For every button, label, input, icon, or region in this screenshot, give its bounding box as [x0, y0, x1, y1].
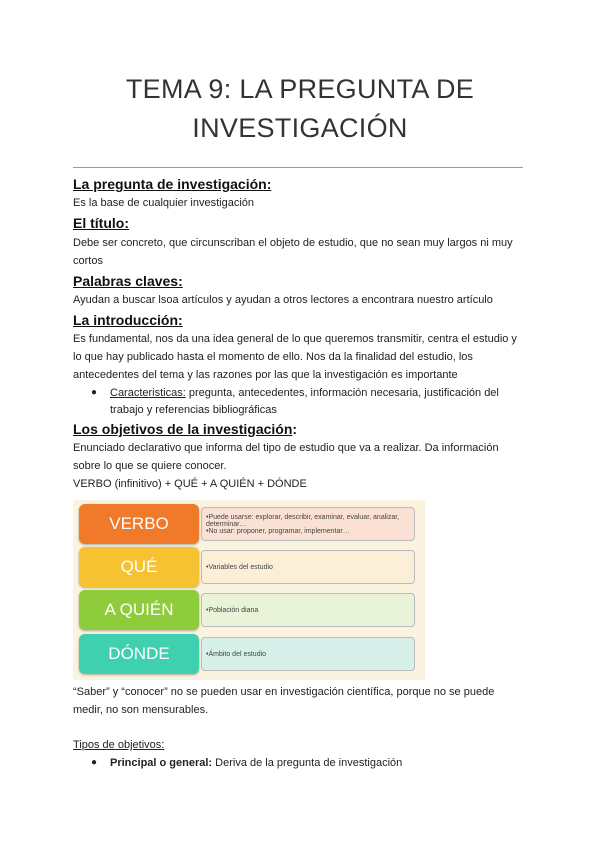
- tipos-objetivos-label: Tipos de objetivos:: [73, 739, 165, 751]
- diagram-box: [201, 593, 415, 627]
- body-intro-3: antecedentes del tema y las razones por las que la investigación es importante: [73, 369, 458, 381]
- diagram-label: VERBO: [79, 504, 199, 544]
- body-titulo-2: cortos: [73, 255, 103, 267]
- objetivos-diagram: [73, 500, 425, 680]
- principal-text: Deriva de la pregunta de investigación: [212, 757, 403, 769]
- diagram-line: •Ámbito del estudio: [206, 650, 267, 658]
- body-titulo-1: Debe ser concreto, que circunscriban el objeto de estudio, que no sean muy largos ni muy: [73, 237, 513, 249]
- objetivos-formula: VERBO (infinitivo) + QUÉ + A QUIÉN + DÓNDE: [73, 478, 307, 490]
- caracteristicas-label: Caracteristicas:: [110, 387, 186, 399]
- diagram-row-verbo: [79, 504, 419, 544]
- body-palabras: Ayudan a buscar lsoa artículos y ayudan a otros lectores a encontrara nuestro artículo: [73, 294, 493, 306]
- diagram-label: QUÉ: [79, 547, 199, 587]
- heading-objetivos-colon: :: [292, 421, 298, 437]
- heading-introduccion: La introducción:: [73, 312, 183, 328]
- principal-label: Principal o general:: [110, 757, 213, 769]
- diagram-line: •No usar: proponer, programar, implementar…: [206, 527, 350, 535]
- bullet-icon: ●: [91, 387, 98, 398]
- diagram-line: •Variables del estudio: [206, 563, 273, 571]
- caracteristicas-text-2: trabajo y referencias bibliográficas: [110, 404, 277, 416]
- page-title-line1: TEMA 9: LA PREGUNTA DE: [125, 74, 475, 104]
- diagram-label: DÓNDE: [79, 634, 199, 674]
- diagram-line: •Población diana: [206, 606, 259, 614]
- body-objetivos-2: sobre lo que se quiere conocer.: [73, 460, 227, 472]
- diagram-row-a-quien: [79, 590, 419, 630]
- body-intro-2: lo que hay publicado hasta el momento de ello. Nos da la finalidad del estudio, los: [73, 351, 473, 363]
- saber-note-1: “Saber” y “conocer” no se pueden usar en investigación científica, porque no se puede: [73, 686, 495, 698]
- bullet-caracteristicas: [110, 387, 499, 399]
- diagram-row-que: [79, 547, 419, 587]
- bullet-principal: [110, 757, 402, 769]
- heading-palabras: Palabras claves:: [73, 273, 183, 289]
- diagram-line: •Puede usarse: explorar, describir, examinar, evaluar, analizar, determinar…: [206, 513, 400, 528]
- heading-objetivos-text: Los objetivos de la investigación: [73, 421, 293, 437]
- diagram-label: A QUIÉN: [79, 590, 199, 630]
- caracteristicas-text: pregunta, antecedentes, información necesaria, justificación del: [185, 387, 499, 399]
- heading-titulo: El título:: [73, 215, 129, 231]
- diagram-box: [201, 507, 415, 541]
- heading-objetivos: [73, 421, 297, 437]
- body-objetivos-1: Enunciado declarativo que informa del tipo de estudio que va a realizar. Da información: [73, 442, 499, 454]
- bullet-icon: ●: [91, 757, 98, 768]
- diagram-row-donde: [79, 634, 419, 674]
- diagram-box: [201, 550, 415, 584]
- page-title-line2: INVESTIGACIÓN: [192, 113, 408, 143]
- saber-note-2: medir, no son mensurables.: [73, 704, 209, 716]
- diagram-box: [201, 637, 415, 671]
- body-intro-1: Es fundamental, nos da una idea general de lo que queremos transmitir, centra el estudio y: [73, 333, 517, 345]
- heading-pregunta: La pregunta de investigación:: [73, 176, 272, 192]
- body-pregunta: Es la base de cualquier investigación: [73, 197, 255, 209]
- title-divider: [73, 167, 523, 168]
